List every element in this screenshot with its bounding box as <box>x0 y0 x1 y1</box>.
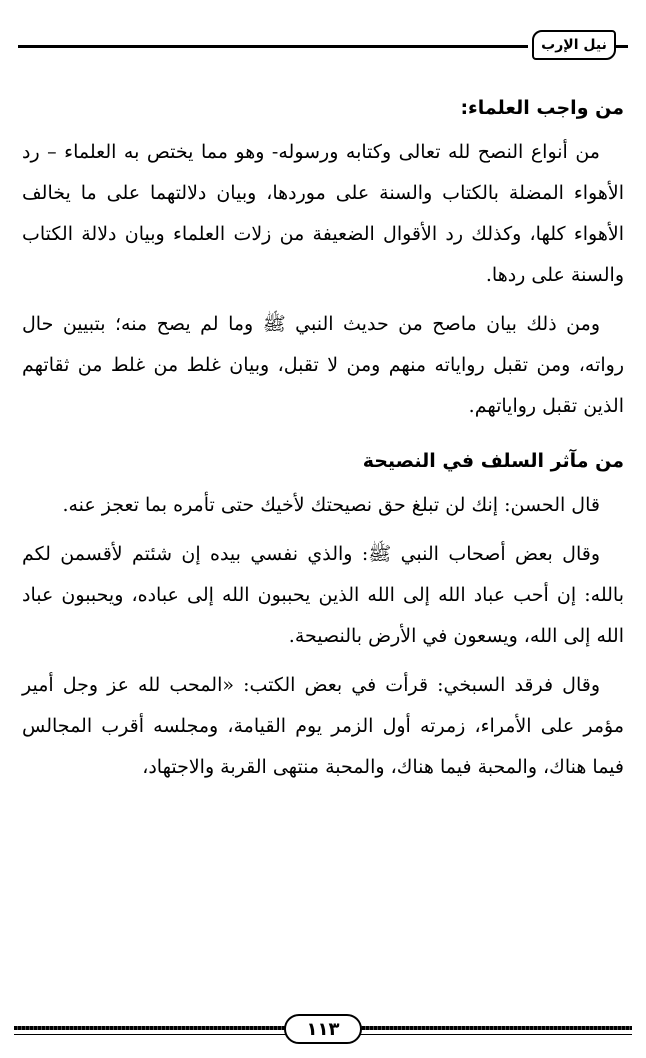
page-footer <box>14 1008 632 1048</box>
paragraph: من أنواع النصح لله تعالى وكتابه ورسوله- وهو مما يختص به العلماء – رد الأهواء المضلة بالكتاب والسنة على موردها، وبيان دلالتهما على ما يخالف الأهواء كلها، وكذلك رد الأقوال الضعيفة من زلات العلماء وبيان دلالة الكتاب والسنة على ردها. <box>22 141 624 286</box>
paragraph: وقال فرقد السبخي: قرأت في بعض الكتب: «المحب لله عز وجل أمير مؤمر على الأمراء، زمرته أول الزمر يوم القيامة، ومجلسه أقرب المجالس فيما هناك، والمحبة فيما هناك، والمحبة منتهى القربة والاجتهاد، <box>22 674 624 778</box>
paragraph: وقال بعض أصحاب النبي ﷺ: والذي نفسي بيده إن شئتم لأقسمن لكم بالله: إن أحب عباد الله إلى الله الذين يحببون الله إلى عباده، ويحببون عباد الله إلى الله، ويسعون في الأرض بالنصيحة. <box>22 543 624 647</box>
header-tick <box>616 45 628 48</box>
page-header <box>18 30 628 64</box>
section-salaf-advice <box>22 441 624 788</box>
paragraph: قال الحسن: إنك لن تبلغ حق نصيحتك لأخيك حتى تأمره بما تعجز عنه. <box>62 494 600 516</box>
section-heading: من مآثر السلف في النصيحة <box>362 450 624 472</box>
book-title: نيل الإرب <box>532 30 616 60</box>
page-content <box>22 88 624 796</box>
header-rule <box>18 45 528 48</box>
paragraph: ومن ذلك بيان ماصح من حديث النبي ﷺ وما لم يصح منه؛ بتبيين حال رواته، ومن تقبل رواياته منهم ومن لا تقبل، وبيان غلط من غلط من ثقاتهم الذين تقبل رواياتهم. <box>22 313 624 417</box>
section-heading: من واجب العلماء: <box>460 97 624 119</box>
section-scholars-duty <box>22 88 624 427</box>
page-number: ١١٣ <box>284 1014 362 1044</box>
